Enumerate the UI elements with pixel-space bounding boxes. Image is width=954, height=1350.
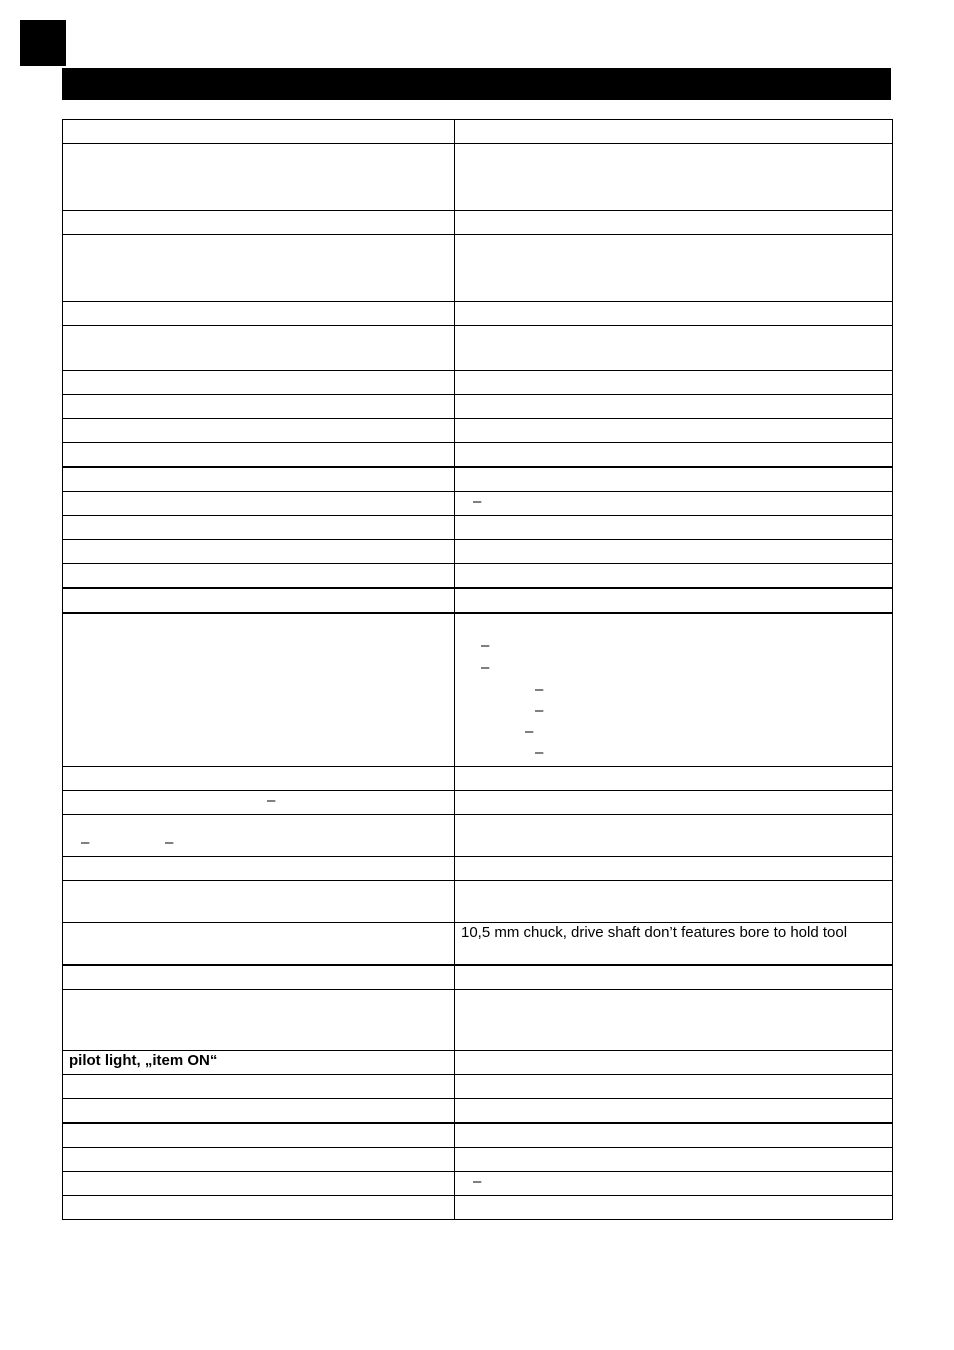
table-row bbox=[63, 235, 893, 302]
spec-value-cell bbox=[455, 1172, 893, 1196]
table-row bbox=[63, 564, 893, 589]
spec-label-cell bbox=[63, 371, 455, 395]
table-row bbox=[63, 791, 893, 815]
spec-label-cell bbox=[63, 1196, 455, 1220]
spec-label-cell bbox=[63, 211, 455, 235]
spec-label-cell bbox=[63, 120, 455, 144]
spec-value-cell bbox=[455, 492, 893, 516]
spec-label-cell bbox=[63, 302, 455, 326]
table-row bbox=[63, 540, 893, 564]
spec-label-cell bbox=[63, 613, 455, 767]
corner-marker bbox=[20, 20, 66, 66]
table-row bbox=[63, 1196, 893, 1220]
spec-label-cell bbox=[63, 1148, 455, 1172]
table-row bbox=[63, 1099, 893, 1124]
spec-value-cell bbox=[455, 791, 893, 815]
table-row bbox=[63, 965, 893, 990]
spec-label-cell bbox=[63, 235, 455, 302]
dash-glyph: – bbox=[165, 834, 174, 851]
spec-label-cell bbox=[63, 443, 455, 468]
dash-glyph: – bbox=[81, 834, 90, 851]
table-row bbox=[63, 1172, 893, 1196]
table-row bbox=[63, 815, 893, 857]
spec-value-text: – bbox=[473, 493, 482, 510]
spec-value-cell bbox=[455, 443, 893, 468]
spec-value-cell bbox=[455, 144, 893, 211]
spec-label-cell bbox=[63, 144, 455, 211]
dash-glyph: – bbox=[481, 637, 490, 654]
spec-label-cell bbox=[63, 1123, 455, 1148]
spec-value-cell bbox=[455, 419, 893, 443]
spec-label-cell bbox=[63, 492, 455, 516]
spec-value-text: – bbox=[473, 1173, 482, 1190]
table-row bbox=[63, 211, 893, 235]
spec-value-cell bbox=[455, 1051, 893, 1075]
dash-glyph: – bbox=[535, 702, 544, 719]
table-row bbox=[63, 923, 893, 966]
spec-value-cell bbox=[455, 990, 893, 1051]
table-row bbox=[63, 881, 893, 923]
spec-label-cell bbox=[63, 767, 455, 791]
spec-value-cell bbox=[455, 1196, 893, 1220]
spec-label-cell bbox=[63, 1075, 455, 1099]
spec-label-cell bbox=[63, 881, 455, 923]
spec-value-cell bbox=[455, 613, 893, 767]
spec-value-cell bbox=[455, 564, 893, 589]
spec-label-cell bbox=[63, 1051, 455, 1075]
table-row bbox=[63, 857, 893, 881]
spec-value-cell bbox=[455, 1148, 893, 1172]
spec-value-cell bbox=[455, 467, 893, 492]
spec-label-cell bbox=[63, 791, 455, 815]
spec-value-text: 10,5 mm chuck, drive shaft don’t features bore to hold tool bbox=[461, 924, 848, 941]
table-row bbox=[63, 492, 893, 516]
table-row bbox=[63, 516, 893, 540]
spec-label-cell bbox=[63, 815, 455, 857]
spec-value-cell bbox=[455, 767, 893, 791]
spec-value-cell bbox=[455, 395, 893, 419]
table-row bbox=[63, 467, 893, 492]
table-row bbox=[63, 1051, 893, 1075]
spec-value-cell bbox=[455, 1099, 893, 1124]
spec-label-cell bbox=[63, 588, 455, 613]
table-row bbox=[63, 1123, 893, 1148]
spec-label-cell bbox=[63, 326, 455, 371]
spec-label-text: pilot light, „item ON“ bbox=[69, 1052, 218, 1069]
table-row bbox=[63, 144, 893, 211]
table-row bbox=[63, 395, 893, 419]
spec-value-cell bbox=[455, 965, 893, 990]
specification-table bbox=[62, 119, 893, 1220]
table-row bbox=[63, 443, 893, 468]
table-row bbox=[63, 990, 893, 1051]
spec-label-cell bbox=[63, 564, 455, 589]
spec-label-cell bbox=[63, 990, 455, 1051]
table-row bbox=[63, 326, 893, 371]
dash-glyph: – bbox=[267, 792, 276, 809]
spec-value-cell bbox=[455, 302, 893, 326]
table-row bbox=[63, 1148, 893, 1172]
spec-value-cell bbox=[455, 857, 893, 881]
spec-value-cell bbox=[455, 881, 893, 923]
spec-value-cell bbox=[455, 516, 893, 540]
spec-label-cell bbox=[63, 1172, 455, 1196]
table-row bbox=[63, 588, 893, 613]
spec-label-cell bbox=[63, 540, 455, 564]
spec-value-cell bbox=[455, 540, 893, 564]
spec-label-cell bbox=[63, 467, 455, 492]
spec-label-cell bbox=[63, 419, 455, 443]
spec-label-cell bbox=[63, 857, 455, 881]
spec-value-cell bbox=[455, 923, 893, 966]
spec-label-cell bbox=[63, 395, 455, 419]
spec-value-cell bbox=[455, 815, 893, 857]
spec-value-cell bbox=[455, 120, 893, 144]
dash-glyph: – bbox=[535, 681, 544, 698]
table-row bbox=[63, 613, 893, 767]
spec-label-cell bbox=[63, 516, 455, 540]
spec-value-cell bbox=[455, 326, 893, 371]
section-title-bar bbox=[62, 68, 891, 100]
spec-label-cell bbox=[63, 923, 455, 966]
table-row bbox=[63, 302, 893, 326]
table-row bbox=[63, 371, 893, 395]
spec-value-cell bbox=[455, 235, 893, 302]
spec-label-cell bbox=[63, 1099, 455, 1124]
spec-label-cell bbox=[63, 965, 455, 990]
dash-glyph: – bbox=[481, 659, 490, 676]
dash-glyph: – bbox=[525, 723, 534, 740]
spec-value-cell bbox=[455, 1075, 893, 1099]
table-row bbox=[63, 767, 893, 791]
spec-value-cell bbox=[455, 371, 893, 395]
spec-value-cell bbox=[455, 588, 893, 613]
spec-value-cell bbox=[455, 1123, 893, 1148]
table-row bbox=[63, 1075, 893, 1099]
dash-glyph: – bbox=[535, 744, 544, 761]
table-row bbox=[63, 419, 893, 443]
spec-value-cell bbox=[455, 211, 893, 235]
table-row bbox=[63, 120, 893, 144]
